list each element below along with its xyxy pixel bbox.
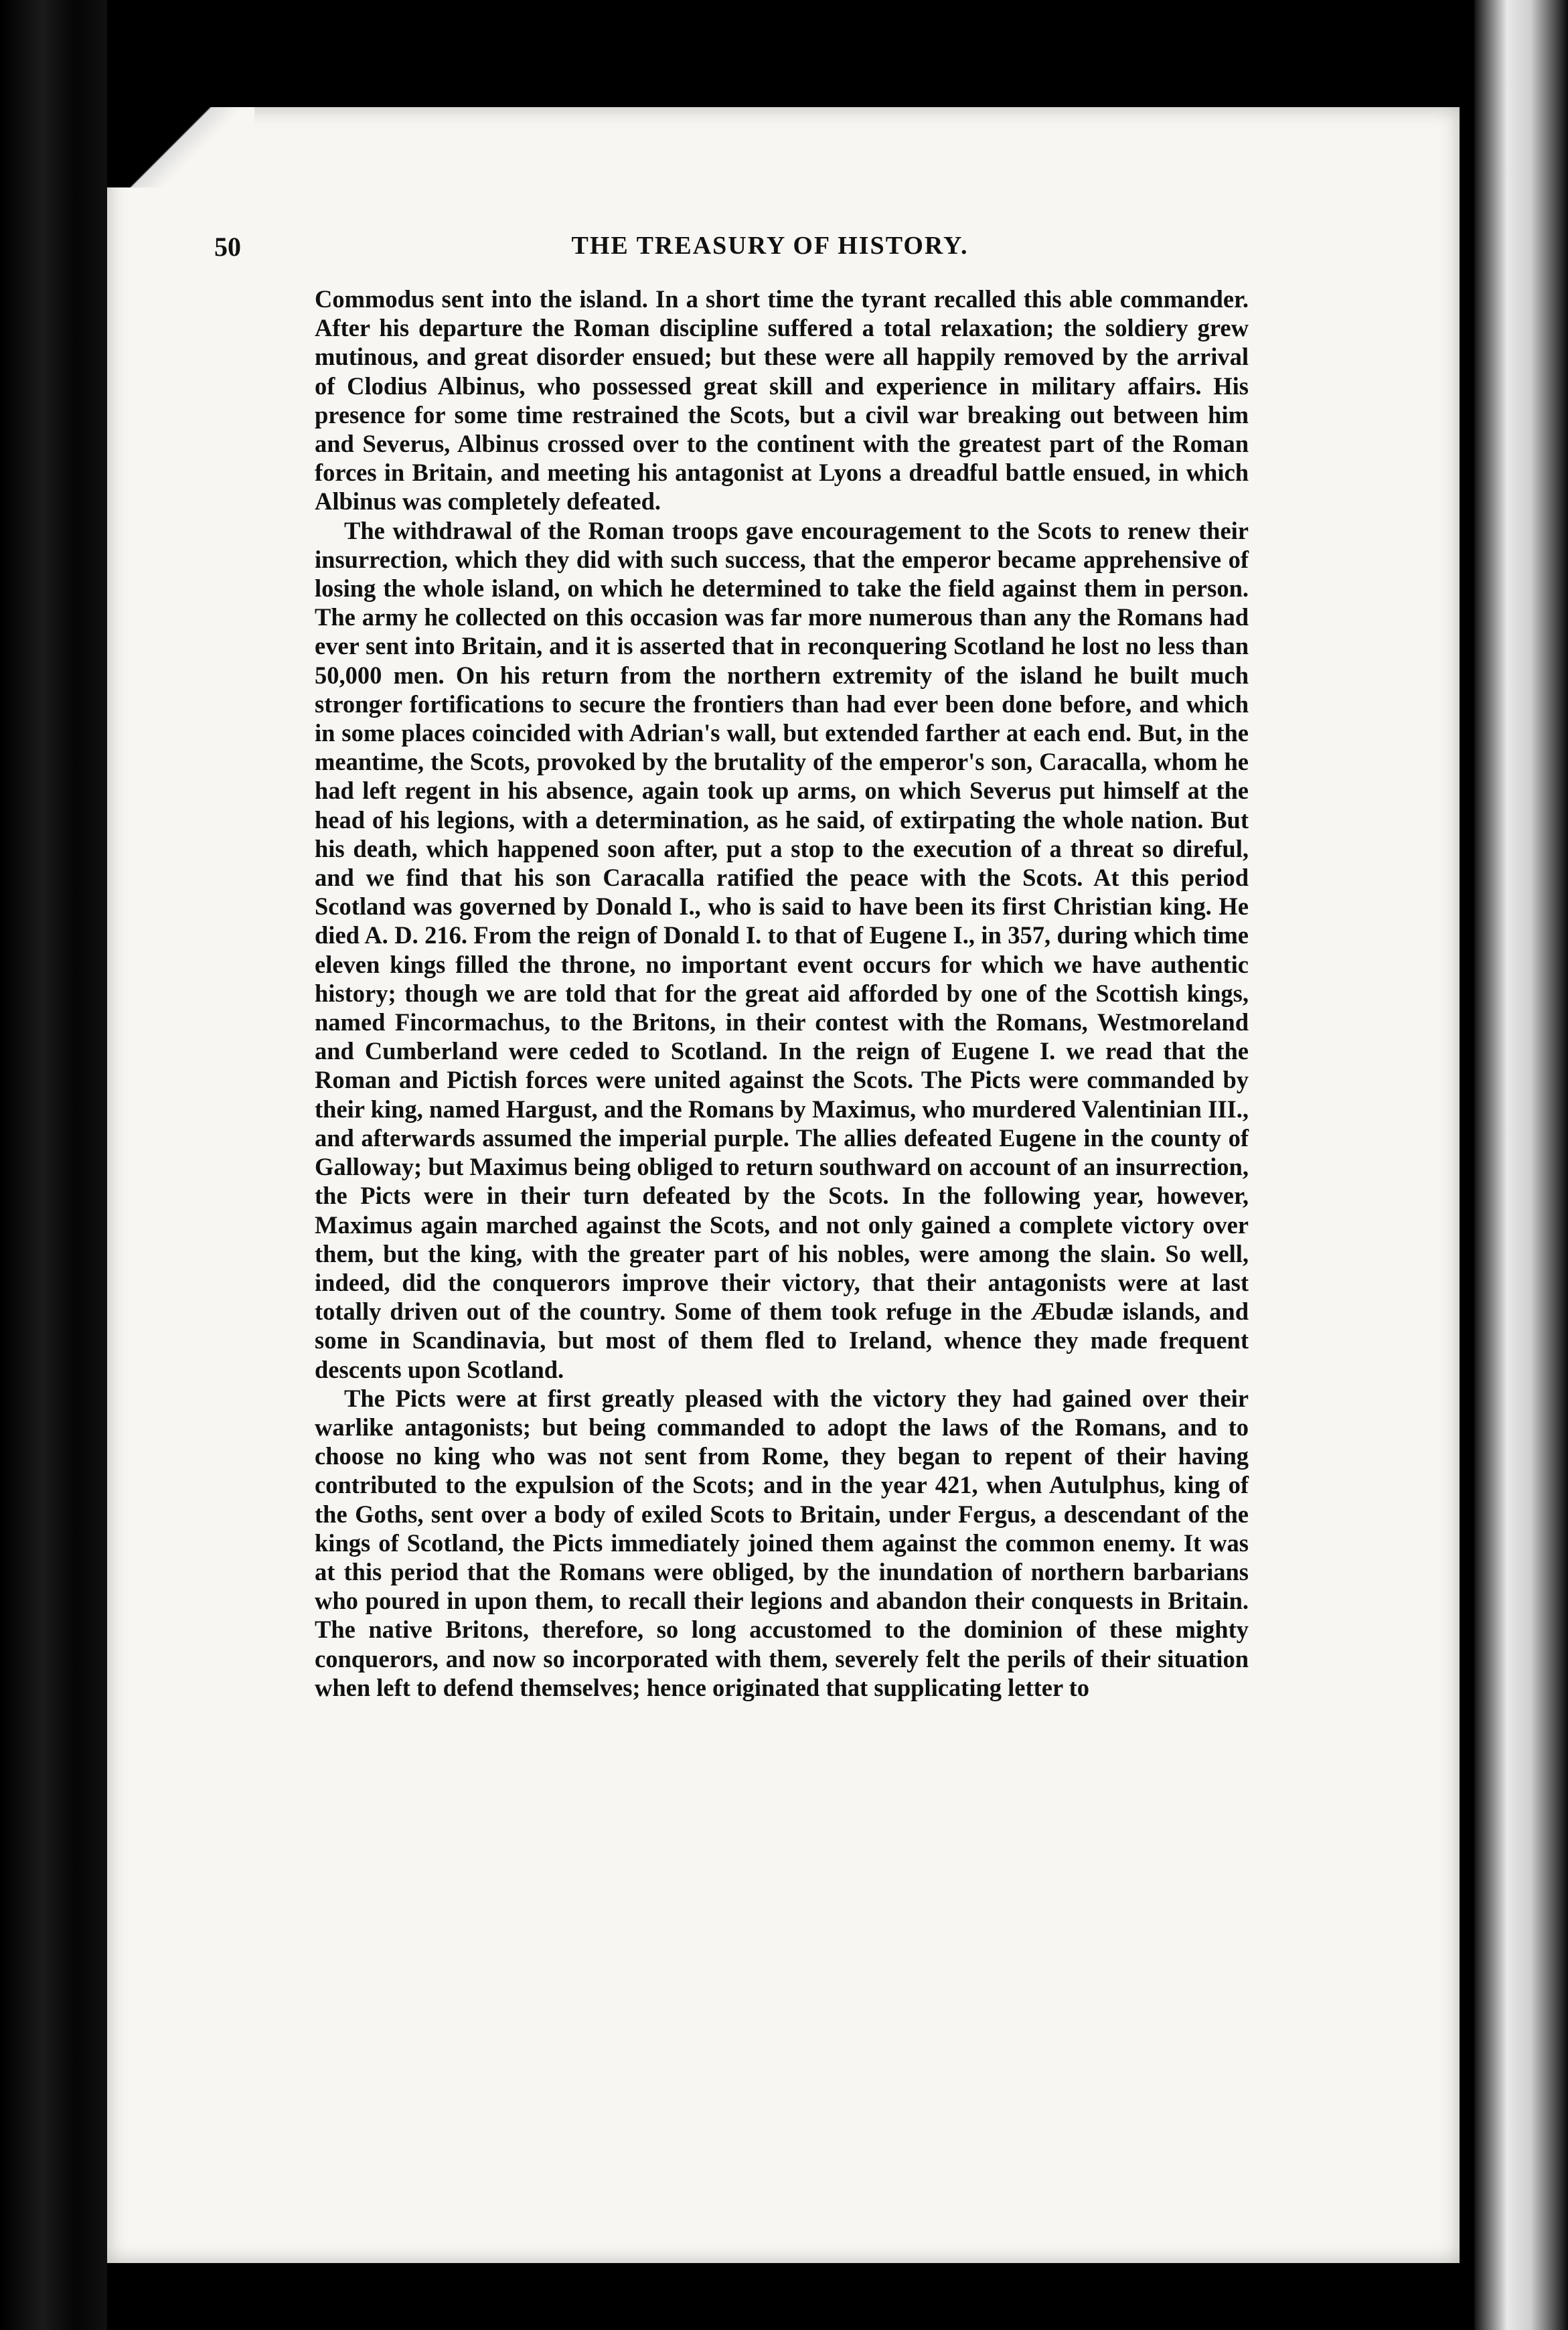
body-text (315, 285, 1249, 1702)
running-head: THE TREASURY OF HISTORY. (571, 232, 969, 260)
paragraph-1: Commodus sent into the island. In a short time the tyrant recalled this able commander. After his departure the Roman discipline suffered a total relaxation; the soldiery grew mutinous, and great disorder ensued; but these were all happily removed by the arrival of Clodius Albinus, who possessed great skill and experience in military affairs. His presence for some time restrained the Scots, but a civil war breaking out between him and Severus, Albinus crossed over to the continent with the greatest part of the Roman forces in Britain, and meeting his antagonist at Lyons a dreadful battle ensued, in which Albinus was completely defeated. (315, 285, 1249, 516)
page-number: 50 (214, 232, 241, 262)
paragraph-2: The withdrawal of the Roman troops gave encouragement to the Scots to renew their insurrection, which they did with such success, that the emperor became apprehensive of losing the whole island, on which he determined to take the field against them in person. The army he collected on this occasion was far more numerous than any the Romans had ever sent into Britain, and it is asserted that in reconquering Scotland he lost no less than 50,000 men. On his return from the northern extremity of the island he built much stronger fortifications to secure the frontiers than had ever been done before, and which in some places coincided with Adrian's wall, but extended farther at each end. But, in the meantime, the Scots, provoked by the brutality of the emperor's son, Caracalla, whom he had left regent in his absence, again took up arms, on which Severus put himself at the head of his legions, with a determination, as he said, of extirpating the whole nation. But his death, which happened soon after, put a stop to the execution of a threat so direful, and we find that his son Caracalla ratified the peace with the Scots. At this period Scotland was governed by Donald I., who is said to have been its first Christian king. He died A. D. 216. From the reign of Donald I. to that of Eugene I., in 357, during which time eleven kings filled the throne, no important event occurs for which we have authentic history; though we are told that for the great aid afforded by one of the Scottish kings, named Fincormachus, to the Britons, in their contest with the Romans, Westmoreland and Cumberland were ceded to Scotland. In the reign of Eugene I. we read that the Roman and Pictish forces were united against the Scots. The Picts were commanded by their king, named Hargust, and the Romans by Maximus, who murdered Valentinian III., and afterwards assumed the imperial purple. The allies defeated Eugene in the county of Galloway; but Maximus being obliged to return southward on account of an insurrection, the Picts were in their turn defeated by the Scots. In the following year, however, Maximus again marched against the Scots, and not only gained a complete victory over them, but the king, with the greater part of his nobles, were among the slain. So well, indeed, did the conquerors improve their victory, that their antagonists were at last totally driven out of the country. Some of them took refuge in the Æbudæ islands, and some in Scandinavia, but most of them fled to Ireland, whence they made frequent descents upon Scotland. (315, 516, 1249, 1383)
scan-bottom-edge (107, 2263, 1474, 2330)
page-header (214, 231, 1285, 271)
scan-left-edge (0, 0, 107, 2330)
paragraph-3: The Picts were at first greatly pleased with the victory they had gained over their warlike antagonists; but being commanded to adopt the laws of the Romans, and to choose no king who was not sent from Rome, they began to repent of their having contributed to the expulsion of the Scots; and in the year 421, when Autulphus, king of the Goths, sent over a body of exiled Scots to Britain, under Fergus, a descendant of the kings of Scotland, the Picts immediately joined them against the common enemy. It was at this period that the Romans were obliged, by the inundation of northern barbarians who poured in upon them, to recall their legions and abandon their conquests in Britain. The native Britons, therefore, so long accustomed to the dominion of these mighty conquerors, and now so incorporated with them, severely felt the perils of their situation when left to defend themselves; hence originated that supplicating letter to (315, 1384, 1249, 1701)
page-corner-fold (107, 107, 254, 187)
scan-right-edge (1474, 0, 1568, 2330)
